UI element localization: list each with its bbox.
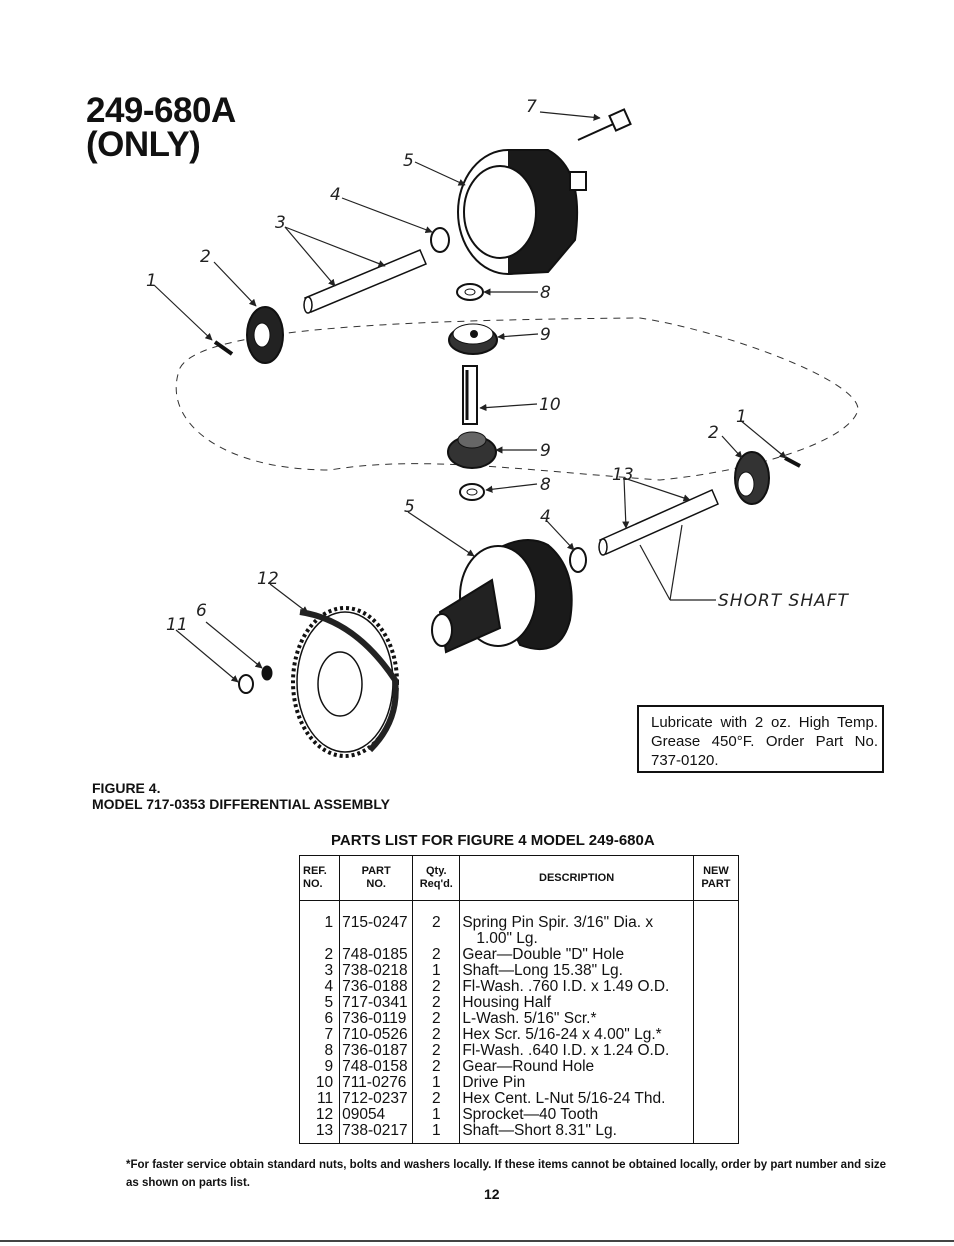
callout-5-top: 5 bbox=[403, 151, 414, 171]
cell-description bbox=[460, 979, 694, 995]
cell-description bbox=[460, 963, 694, 979]
cell-part-no: 09054 bbox=[340, 1107, 413, 1123]
parts-table-header bbox=[300, 856, 739, 901]
bottom-rule bbox=[0, 1240, 954, 1242]
table-row bbox=[300, 979, 739, 995]
callout-2-left: 2 bbox=[200, 247, 211, 267]
cell-ref: 9 bbox=[300, 1059, 340, 1075]
cell-part-no: 712-0237 bbox=[340, 1091, 413, 1107]
cell-part-no: 748-0185 bbox=[340, 947, 413, 963]
cell-new-part bbox=[693, 1123, 738, 1144]
cell-description bbox=[460, 901, 694, 948]
description-text: Fl-Wash. .760 I.D. x 1.49 O.D. bbox=[462, 978, 670, 995]
cell-qty: 2 bbox=[413, 1011, 460, 1027]
description-text: Gear—Round Hole bbox=[462, 1058, 595, 1075]
description-text: Hex Cent. L-Nut 5/16-24 Thd. bbox=[462, 1090, 666, 1107]
drive-pin bbox=[463, 366, 477, 424]
cell-ref: 7 bbox=[300, 1027, 340, 1043]
cell-ref: 4 bbox=[300, 979, 340, 995]
header-qty: Qty. Req'd. bbox=[413, 856, 460, 901]
sprocket bbox=[293, 608, 397, 756]
description-text: Gear—Double "D" Hole bbox=[462, 946, 625, 963]
cell-ref: 1 bbox=[300, 901, 340, 948]
callout-8-top: 8 bbox=[540, 283, 551, 303]
cell-ref: 6 bbox=[300, 1011, 340, 1027]
washer-lower bbox=[570, 548, 586, 572]
description-text: Housing Half bbox=[462, 994, 552, 1011]
figure-title: MODEL 717-0353 DIFFERENTIAL ASSEMBLY bbox=[92, 796, 390, 812]
cell-part-no: 736-0187 bbox=[340, 1043, 413, 1059]
cell-new-part bbox=[693, 979, 738, 995]
cell-ref: 2 bbox=[300, 947, 340, 963]
cell-ref: 5 bbox=[300, 995, 340, 1011]
cell-new-part bbox=[693, 947, 738, 963]
description-text: Fl-Wash. .640 I.D. x 1.24 O.D. bbox=[462, 1042, 670, 1059]
cell-new-part bbox=[693, 1059, 738, 1075]
cell-description bbox=[460, 1059, 694, 1075]
description-text: Hex Scr. 5/16-24 x 4.00" Lg.* bbox=[462, 1026, 662, 1043]
cell-new-part bbox=[693, 1075, 738, 1091]
callout-7: 7 bbox=[526, 97, 537, 117]
cell-description bbox=[460, 947, 694, 963]
spring-pin-left bbox=[215, 342, 232, 354]
cell-ref: 11 bbox=[300, 1091, 340, 1107]
cell-description bbox=[460, 995, 694, 1011]
table-row bbox=[300, 1059, 739, 1075]
parts-table bbox=[299, 855, 739, 1144]
cell-qty: 1 bbox=[413, 1123, 460, 1144]
cell-new-part bbox=[693, 1011, 738, 1027]
cell-qty: 1 bbox=[413, 1075, 460, 1091]
cell-qty: 2 bbox=[413, 979, 460, 995]
hex-screw-top bbox=[578, 109, 631, 140]
cell-ref: 13 bbox=[300, 1123, 340, 1144]
cell-qty: 2 bbox=[413, 995, 460, 1011]
callout-8-bottom: 8 bbox=[540, 475, 551, 495]
footnote: *For faster service obtain standard nuts, bolts and washers locally. If these items cannot be obtained locally, order by part number and size as shown on parts list. bbox=[126, 1159, 887, 1189]
cell-qty: 2 bbox=[413, 1027, 460, 1043]
header-new-part: NEW PART bbox=[693, 856, 738, 901]
page-number: 12 bbox=[484, 1186, 500, 1202]
cell-new-part bbox=[693, 1091, 738, 1107]
table-row bbox=[300, 1011, 739, 1027]
cell-part-no: 715-0247 bbox=[340, 901, 413, 948]
short-shaft-label: SHORT SHAFT bbox=[718, 591, 849, 611]
cell-description bbox=[460, 1091, 694, 1107]
cell-new-part bbox=[693, 1043, 738, 1059]
cell-qty: 2 bbox=[413, 1091, 460, 1107]
table-row bbox=[300, 1027, 739, 1043]
callout-4-top: 4 bbox=[330, 185, 341, 205]
cell-part-no: 711-0276 bbox=[340, 1075, 413, 1091]
figure-caption bbox=[92, 780, 390, 812]
description-text: Drive Pin bbox=[462, 1074, 526, 1091]
callout-11: 11 bbox=[166, 615, 188, 635]
table-row bbox=[300, 947, 739, 963]
callout-9-top: 9 bbox=[540, 325, 551, 345]
cell-new-part bbox=[693, 963, 738, 979]
housing-half-bottom bbox=[432, 540, 572, 652]
housing-half-top bbox=[458, 150, 586, 274]
callout-1-right: 1 bbox=[736, 407, 747, 427]
bevel-gear-left bbox=[247, 307, 283, 363]
table-row bbox=[300, 1123, 739, 1144]
cell-new-part bbox=[693, 1027, 738, 1043]
title-model: 249-680A bbox=[86, 91, 236, 130]
callout-2-right: 2 bbox=[708, 423, 719, 443]
cell-part-no: 717-0341 bbox=[340, 995, 413, 1011]
description-text: Shaft—Long 15.38" Lg. bbox=[462, 962, 623, 979]
cell-description bbox=[460, 1027, 694, 1043]
hex-nut bbox=[239, 675, 253, 693]
cell-part-no: 736-0188 bbox=[340, 979, 413, 995]
cell-part-no: 736-0119 bbox=[340, 1011, 413, 1027]
callout-9-bottom: 9 bbox=[540, 441, 551, 461]
long-shaft bbox=[304, 250, 426, 313]
description-text: Spring Pin Spir. 3/16" Dia. x bbox=[462, 914, 654, 931]
cell-qty: 2 bbox=[413, 1059, 460, 1075]
table-row bbox=[300, 1091, 739, 1107]
cell-part-no: 710-0526 bbox=[340, 1027, 413, 1043]
cell-ref: 3 bbox=[300, 963, 340, 979]
washer-top bbox=[431, 228, 449, 252]
cell-qty: 2 bbox=[413, 1043, 460, 1059]
callout-1-left: 1 bbox=[146, 271, 157, 291]
table-row bbox=[300, 1075, 739, 1091]
cell-part-no: 738-0217 bbox=[340, 1123, 413, 1144]
cell-description bbox=[460, 1043, 694, 1059]
lock-washer bbox=[262, 666, 272, 680]
cell-new-part bbox=[693, 1107, 738, 1123]
cell-ref: 10 bbox=[300, 1075, 340, 1091]
table-row bbox=[300, 901, 739, 948]
cell-description bbox=[460, 1075, 694, 1091]
table-row bbox=[300, 963, 739, 979]
callout-5-bottom: 5 bbox=[404, 497, 415, 517]
cell-qty: 2 bbox=[413, 901, 460, 948]
callout-3: 3 bbox=[275, 213, 286, 233]
description-continuation: 1.00" Lg. bbox=[476, 930, 538, 947]
cell-ref: 8 bbox=[300, 1043, 340, 1059]
cell-qty: 1 bbox=[413, 1107, 460, 1123]
cell-description bbox=[460, 1123, 694, 1144]
cell-description bbox=[460, 1011, 694, 1027]
cell-qty: 2 bbox=[413, 947, 460, 963]
callout-4-bottom: 4 bbox=[540, 507, 551, 527]
callout-12: 12 bbox=[257, 569, 279, 589]
bevel-gear-right bbox=[735, 452, 769, 504]
header-part: PART NO. bbox=[340, 856, 413, 901]
header-ref: REF. NO. bbox=[300, 856, 340, 901]
table-row bbox=[300, 1107, 739, 1123]
spring-pin-right bbox=[785, 458, 800, 466]
title-only: (ONLY) bbox=[86, 125, 201, 164]
cell-ref: 12 bbox=[300, 1107, 340, 1123]
description-text: Shaft—Short 8.31" Lg. bbox=[462, 1122, 617, 1139]
cell-description bbox=[460, 1107, 694, 1123]
description-text: L-Wash. 5/16" Scr.* bbox=[462, 1010, 597, 1027]
parts-list-heading: PARTS LIST FOR FIGURE 4 MODEL 249-680A bbox=[331, 832, 655, 849]
table-row bbox=[300, 995, 739, 1011]
figure-number: FIGURE 4. bbox=[92, 780, 161, 796]
gear-center-top bbox=[449, 324, 497, 354]
table-row bbox=[300, 1043, 739, 1059]
callout-6: 6 bbox=[196, 601, 207, 621]
callout-13: 13 bbox=[612, 465, 634, 485]
lubrication-note: Lubricate with 2 oz. High Temp. Grease 450°F. Order Part No. 737-0120. bbox=[637, 705, 884, 773]
header-description: DESCRIPTION bbox=[460, 856, 694, 901]
cell-new-part bbox=[693, 995, 738, 1011]
gear-center-bottom bbox=[448, 432, 496, 468]
description-text: Sprocket—40 Tooth bbox=[462, 1106, 599, 1123]
cell-new-part bbox=[693, 901, 738, 948]
cell-part-no: 748-0158 bbox=[340, 1059, 413, 1075]
cell-qty: 1 bbox=[413, 963, 460, 979]
callout-10: 10 bbox=[539, 395, 561, 415]
cell-part-no: 738-0218 bbox=[340, 963, 413, 979]
short-shaft bbox=[599, 490, 718, 555]
